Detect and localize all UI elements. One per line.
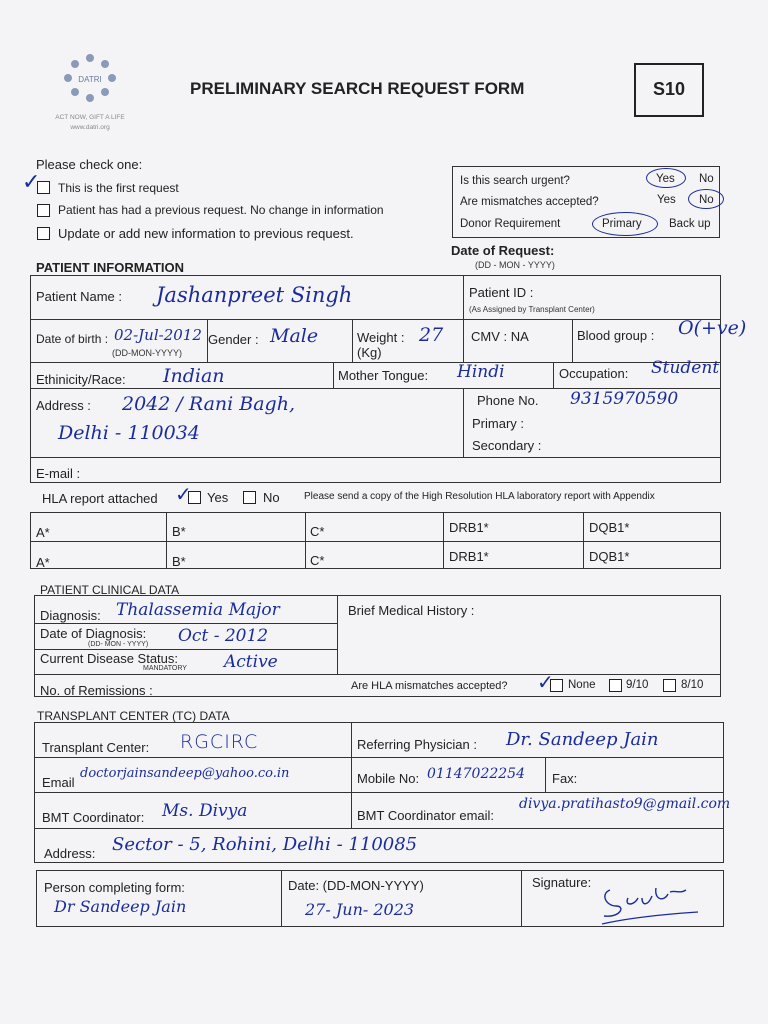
donor-primary-circle	[592, 212, 658, 236]
col-divider	[572, 319, 573, 362]
diagnosis-label: Diagnosis:	[40, 608, 101, 623]
clinical-section: PATIENT CLINICAL DATA	[40, 583, 180, 597]
mismatch-question: Are mismatches accepted?	[460, 196, 599, 208]
mobile-value[interactable]: 01147022254	[427, 766, 525, 782]
bmt-email-value[interactable]: divya.pratihasto9@gmail.com	[519, 796, 731, 812]
occupation-value[interactable]: Student	[651, 358, 720, 378]
mismatch-9-10-checkbox[interactable]	[609, 679, 622, 692]
col-divider	[553, 362, 554, 388]
phone-value[interactable]: 9315970590	[570, 389, 679, 409]
gender-label: Gender :	[208, 332, 259, 347]
physician-value[interactable]: Dr. Sandeep Jain	[506, 729, 659, 750]
patient-name-value[interactable]: Jashanpreet Singh	[156, 283, 353, 307]
hla-note: Please send a copy of the High Resolution HLA laboratory report with Appendix	[304, 491, 655, 502]
update-request-label: Update or add new information to previous request.	[58, 226, 354, 241]
person-value[interactable]: Dr Sandeep Jain	[54, 897, 187, 916]
urgent-yes[interactable]: Yes	[656, 173, 675, 185]
hla-dqb1-2: DQB1*	[589, 549, 630, 564]
previous-request-label: Patient has had a previous request. No change in information	[58, 203, 384, 217]
hla-yes-check-mark: ✓	[175, 482, 192, 506]
urgent-no[interactable]: No	[699, 173, 714, 185]
col-divider	[463, 319, 464, 362]
mother-tongue-label: Mother Tongue:	[338, 368, 429, 383]
phone-primary-label: Primary :	[472, 416, 524, 431]
row-divider	[34, 623, 337, 624]
hla-a-2: A*	[36, 555, 50, 570]
col-divider	[583, 512, 584, 569]
col-divider	[305, 512, 306, 569]
email-label: E-mail :	[36, 466, 81, 481]
row-divider	[30, 319, 721, 320]
disease-status-hint: MANDATORY	[143, 665, 187, 672]
hla-b-2: B*	[172, 554, 186, 569]
mismatch-no[interactable]: No	[699, 194, 714, 206]
col-divider	[545, 757, 546, 792]
update-request-checkbox[interactable]	[37, 227, 50, 240]
col-divider	[352, 319, 353, 362]
tc-email-value[interactable]: doctorjainsandeep@yahoo.co.in	[80, 766, 290, 781]
hla-dqb1-1: DQB1*	[589, 520, 630, 535]
mismatch-8-10-label: 8/10	[681, 679, 704, 691]
first-request-label: This is the first request	[58, 181, 179, 195]
patient-id-hint: (As Assigned by Transplant Center)	[469, 305, 595, 314]
blood-group-label: Blood group :	[577, 328, 655, 343]
date-of-diagnosis-value[interactable]: Oct - 2012	[178, 626, 269, 646]
hla-c-2: C*	[310, 553, 325, 568]
row-divider	[34, 828, 724, 829]
bmt-coordinator-label: BMT Coordinator:	[42, 810, 145, 825]
hla-attached-label: HLA report attached	[42, 491, 158, 506]
weight-label: Weight :	[357, 330, 405, 345]
col-divider	[443, 512, 444, 569]
dob-label: Date of birth :	[36, 332, 109, 346]
mismatch-9-10-label: 9/10	[626, 679, 649, 691]
phone-label: Phone No.	[477, 393, 539, 408]
mismatch-yes[interactable]: Yes	[657, 194, 676, 206]
tc-center-label: Transplant Center:	[42, 740, 150, 755]
hla-drb1-2: DRB1*	[449, 549, 489, 564]
col-divider	[463, 275, 464, 319]
col-divider	[281, 870, 282, 927]
mismatch-none-check-mark: ✓	[537, 670, 554, 694]
address-label: Address :	[36, 398, 91, 413]
disease-status-value[interactable]: Active	[224, 652, 278, 672]
gender-value[interactable]: Male	[270, 325, 319, 347]
row-divider	[34, 674, 721, 675]
date-of-request-hint: (DD - MON - YYYY)	[475, 260, 555, 270]
patient-id-label: Patient ID :	[469, 285, 534, 300]
urgent-question: Is this search urgent?	[460, 175, 570, 187]
row-divider	[34, 649, 337, 650]
hla-no-label: No	[263, 490, 280, 505]
blood-group-value[interactable]: O(+ve)	[678, 317, 747, 339]
mother-tongue-value[interactable]: Hindi	[457, 362, 505, 382]
check-one-heading: Please check one:	[36, 157, 143, 172]
col-divider	[351, 722, 352, 828]
logo-text: DATRI	[78, 75, 102, 84]
page-title: PRELIMINARY SEARCH REQUEST FORM	[190, 79, 525, 98]
col-divider	[166, 512, 167, 569]
phone-secondary-label: Secondary :	[472, 438, 542, 453]
col-divider	[337, 595, 338, 674]
patient-name-label: Patient Name :	[36, 289, 122, 304]
date-of-request-label: Date of Request:	[451, 243, 555, 258]
row-divider	[30, 457, 721, 458]
hla-mismatch-label: Are HLA mismatches accepted?	[351, 680, 508, 692]
mismatch-none-label: None	[568, 679, 596, 691]
date-of-diagnosis-hint: (DD- MON - YYYY)	[88, 641, 149, 648]
donor-requirement-label: Donor Requirement	[460, 218, 561, 230]
mismatch-8-10-checkbox[interactable]	[663, 679, 676, 692]
ethnicity-value[interactable]: Indian	[163, 365, 225, 387]
first-request-check-mark: ✓	[22, 170, 41, 195]
mobile-label: Mobile No:	[357, 771, 420, 786]
signature-image	[598, 876, 708, 936]
logo-url: www.datri.org	[70, 124, 110, 131]
bmt-email-label: BMT Coordinator email:	[357, 808, 495, 823]
occupation-label: Occupation:	[559, 366, 629, 381]
address-line-2[interactable]: Delhi - 110034	[58, 422, 200, 444]
weight-unit: (Kg)	[357, 345, 382, 360]
date-label: Date: (DD-MON-YYYY)	[288, 878, 424, 893]
physician-label: Referring Physician :	[357, 737, 477, 752]
hla-b-1: B*	[172, 524, 186, 539]
remissions-label: No. of Remissions :	[40, 683, 153, 698]
form-code: S10	[652, 79, 686, 99]
previous-request-checkbox[interactable]	[37, 204, 50, 217]
ethnicity-label: Ethinicity/Race:	[36, 372, 126, 387]
medical-history-label: Brief Medical History :	[348, 603, 475, 618]
col-divider	[333, 362, 334, 388]
tc-email-label: Email	[42, 775, 75, 790]
date-value[interactable]: 27- Jun- 2023	[305, 900, 415, 919]
hla-drb1-1: DRB1*	[449, 520, 489, 535]
diagnosis-value[interactable]: Thalassemia Major	[116, 600, 280, 620]
weight-value[interactable]: 27	[419, 324, 444, 346]
date-of-diagnosis-label: Date of Diagnosis:	[40, 626, 147, 641]
hla-yes-label: Yes	[207, 490, 229, 505]
logo-tagline: ACT NOW, GIFT A LIFE	[55, 114, 125, 121]
hla-a-1: A*	[36, 525, 50, 540]
person-label: Person completing form:	[44, 880, 185, 895]
row-divider	[34, 792, 724, 793]
tc-address-label: Address:	[44, 846, 96, 861]
cmv-label: CMV : NA	[471, 329, 529, 344]
row-divider	[30, 541, 721, 542]
signature-label: Signature:	[532, 875, 592, 890]
donor-backup[interactable]: Back up	[669, 218, 711, 230]
bmt-coordinator-value[interactable]: Ms. Divya	[162, 801, 248, 821]
row-divider	[30, 362, 721, 363]
hla-no-checkbox[interactable]	[243, 491, 256, 504]
hla-c-1: C*	[310, 524, 325, 539]
datri-logo-icon	[50, 50, 130, 110]
mismatch-no-circle	[688, 189, 724, 209]
tc-address-value[interactable]: Sector - 5, Rohini, Delhi - 110085	[112, 834, 418, 855]
datri-logo	[50, 50, 130, 138]
dob-hint: (DD-MON-YYYY)	[112, 348, 182, 358]
row-divider	[34, 757, 724, 758]
fax-label: Fax:	[552, 771, 578, 786]
patient-info-section: PATIENT INFORMATION	[36, 260, 185, 275]
dob-value[interactable]: 02-Jul-2012	[114, 326, 202, 344]
tc-center-value[interactable]: RGCIRC	[180, 731, 259, 753]
address-line-1[interactable]: 2042 / Rani Bagh,	[122, 393, 295, 415]
col-divider	[521, 870, 522, 927]
tc-section: TRANSPLANT CENTER (TC) DATA	[37, 709, 230, 723]
col-divider	[463, 388, 464, 457]
disease-status-label: Current Disease Status:	[40, 651, 179, 666]
donor-primary[interactable]: Primary	[602, 218, 642, 230]
urgent-yes-circle	[646, 168, 686, 188]
